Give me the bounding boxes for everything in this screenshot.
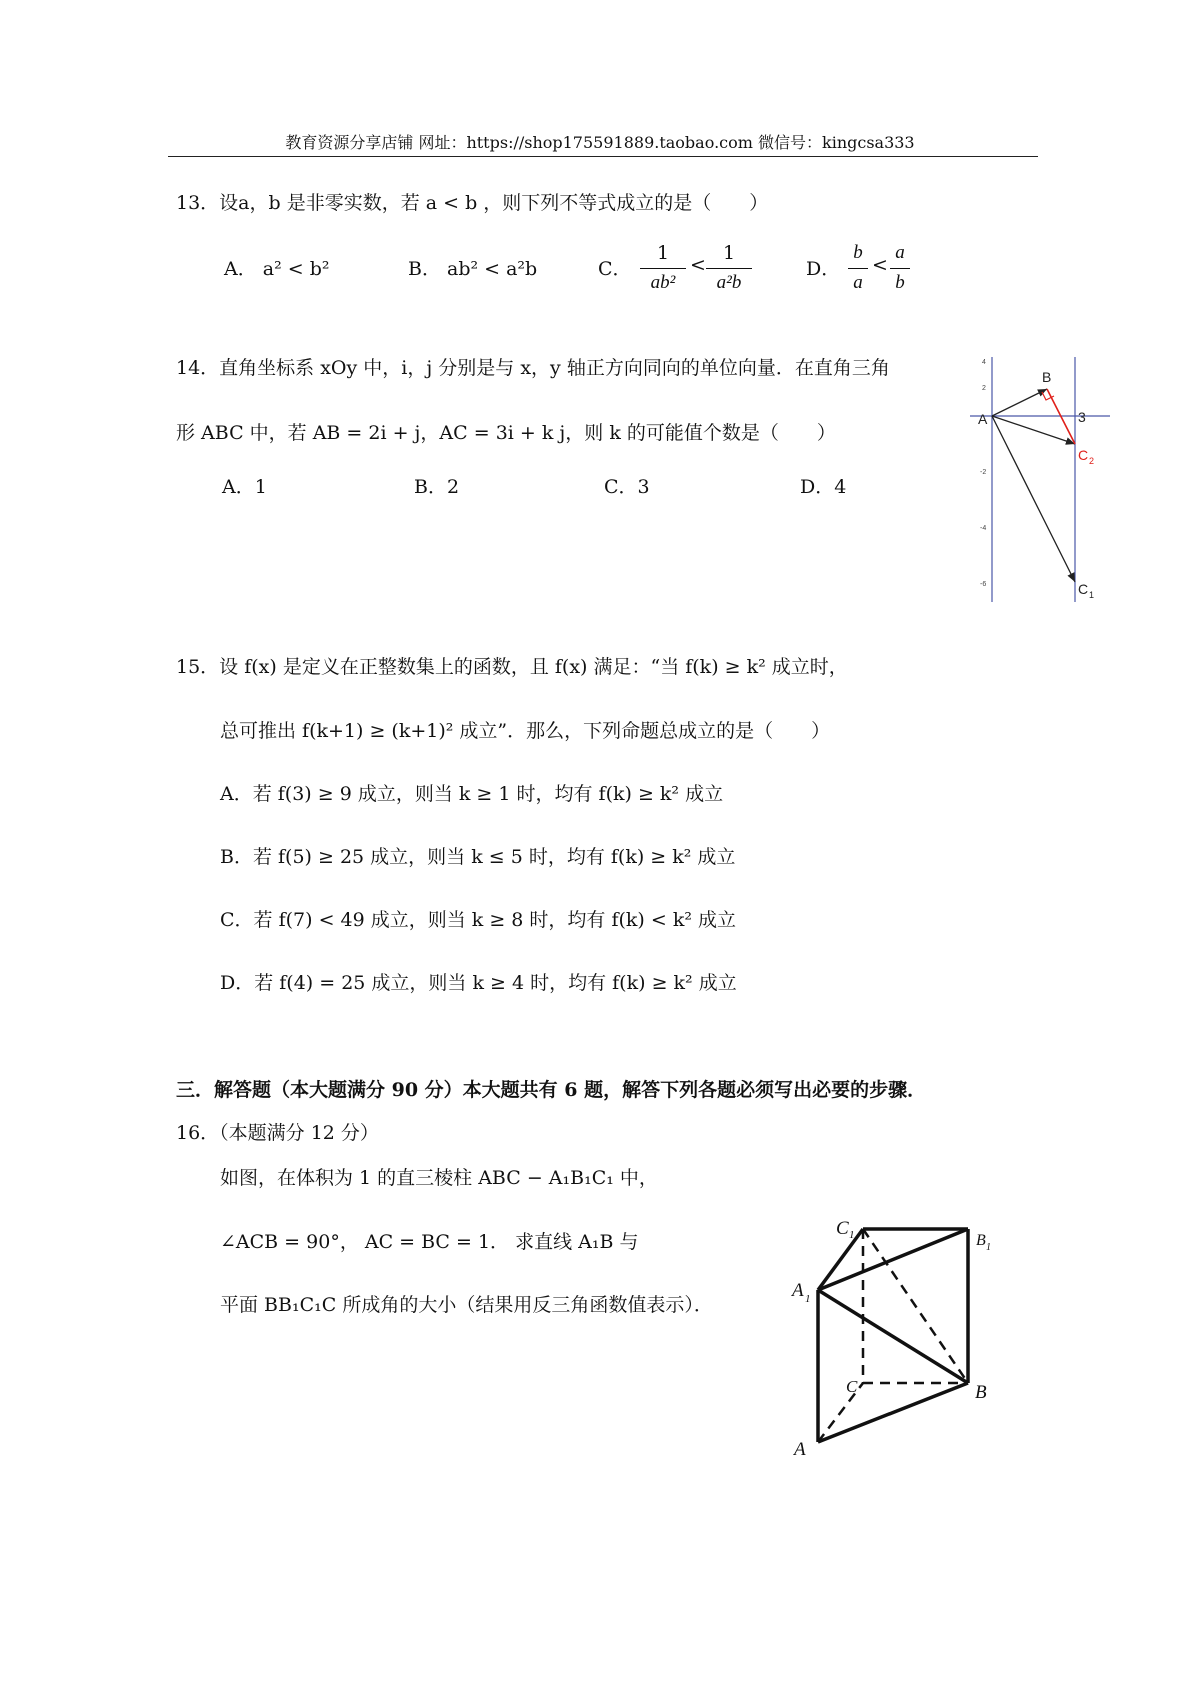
q13-option-b: B． ab² < a²b — [408, 258, 538, 280]
label-b1: B — [976, 1232, 986, 1249]
section3-title: 三．解答题（本大题满分 90 分）本大题共有 6 题，解答下列各题必须写出必要的步骤． — [176, 1079, 927, 1101]
q13-d-frac1-num: b — [853, 242, 863, 263]
q14-option-d: D．4 — [800, 476, 847, 498]
q14-option-a: A．1 — [222, 476, 267, 498]
y-tick-4: 4 — [982, 359, 986, 366]
q13-d-lt: < — [872, 254, 888, 276]
q13-option-c: C． — [598, 258, 632, 280]
q16-line1: 如图，在体积为 1 的直三棱柱 ABC − A₁B₁C₁ 中， — [220, 1167, 658, 1189]
segment-a1b — [818, 1290, 968, 1383]
vector-ac1 — [992, 416, 1075, 582]
q15-option-d: D．若 f(4) = 25 成立，则当 k ≥ 4 时，均有 f(k) ≥ k² 成立 — [220, 972, 737, 994]
q16-line3: 平面 BB₁C₁C 所成角的大小（结果用反三角函数值表示）． — [220, 1294, 713, 1316]
label-c1: C — [836, 1218, 849, 1239]
q13-d-frac2-bar — [890, 268, 910, 269]
q13-d-frac1-bar — [848, 268, 868, 269]
q14-vector-diagram — [962, 352, 1112, 612]
q15-option-b: B．若 f(5) ≥ 25 成立，则当 k ≤ 5 时，均有 f(k) ≥ k² 成立 — [220, 846, 736, 868]
label-b: B — [1042, 369, 1052, 385]
q15-option-c: C．若 f(7) < 49 成立，则当 k ≥ 8 时，均有 f(k) < k² 成立 — [220, 909, 736, 931]
q14-line2: 形 ABC 中，若 AB = 2i + j，AC = 3i + k j，则 k 的可能值个数是（ ） — [176, 422, 836, 444]
q15-line2: 总可推出 f(k+1) ≥ (k+1)² 成立”．那么，下列命题总成立的是（ ） — [220, 720, 831, 742]
y-tick-neg2: -2 — [980, 469, 987, 476]
q13-c-frac2-den: a²b — [716, 272, 742, 293]
label-a1-sub: 1 — [805, 1293, 811, 1305]
page-header: 教育资源分享店铺 网址：https://shop175591889.taobao.com 微信号：kingcsa333 — [285, 133, 915, 152]
q13-c-frac1-bar — [640, 268, 686, 269]
q13-option-d: D． — [806, 258, 841, 280]
q16-prism-diagram — [780, 1210, 1000, 1460]
q16-head: 16．（本题满分 12 分） — [176, 1122, 379, 1144]
q13-c-frac1-num: 1 — [656, 242, 670, 264]
label-a1: A — [792, 1280, 804, 1301]
y-tick-2: 2 — [982, 385, 986, 392]
header-rule — [168, 156, 1038, 157]
label-c1: C — [1078, 581, 1089, 597]
q13-d-frac1-den: a — [853, 272, 863, 293]
q13-d-frac2-den: b — [895, 272, 905, 293]
q13-d-frac2-num: a — [895, 242, 905, 263]
label-c: C — [846, 1377, 858, 1396]
label-a: A — [978, 411, 988, 427]
q13-option-a: A． a² < b² — [224, 258, 330, 280]
y-tick-neg6: -6 — [980, 581, 987, 588]
label-a: A — [794, 1439, 806, 1460]
y-tick-neg4: -4 — [980, 525, 987, 532]
label-b: B — [975, 1382, 987, 1403]
q13-c-frac2-num: 1 — [722, 242, 736, 264]
q15-line1: 15．设 f(x) 是定义在正整数集上的函数，且 f(x) 满足：“当 f(k) ≥ k² 成立时， — [176, 656, 848, 678]
label-c1-sub: 1 — [849, 1229, 855, 1241]
label-b1-sub: 1 — [986, 1242, 991, 1253]
q13-c-lt: < — [690, 254, 706, 276]
label-x3: 3 — [1078, 409, 1086, 425]
q15-option-a: A．若 f(3) ≥ 9 成立，则当 k ≥ 1 时，均有 f(k) ≥ k² 成立 — [220, 783, 724, 805]
label-c2-sub: 2 — [1089, 456, 1095, 466]
q13-stem: 13．设a，b 是非零实数，若 a < b ，则下列不等式成立的是（ ） — [176, 192, 769, 214]
q14-option-c: C．3 — [604, 476, 650, 498]
vector-ab — [992, 389, 1047, 416]
q14-option-b: B．2 — [414, 476, 460, 498]
label-c2: C — [1078, 447, 1089, 463]
q13-c-frac1-den: ab² — [650, 272, 676, 293]
q14-line1: 14．直角坐标系 xOy 中，i，j 分别是与 x，y 轴正方向同向的单位向量．在直角三角 — [176, 357, 890, 379]
q13-c-frac2-bar — [706, 268, 752, 269]
label-c1-sub: 1 — [1089, 590, 1095, 600]
q16-line2: ∠ACB = 90°， AC = BC = 1． 求直线 A₁B 与 — [220, 1231, 639, 1253]
